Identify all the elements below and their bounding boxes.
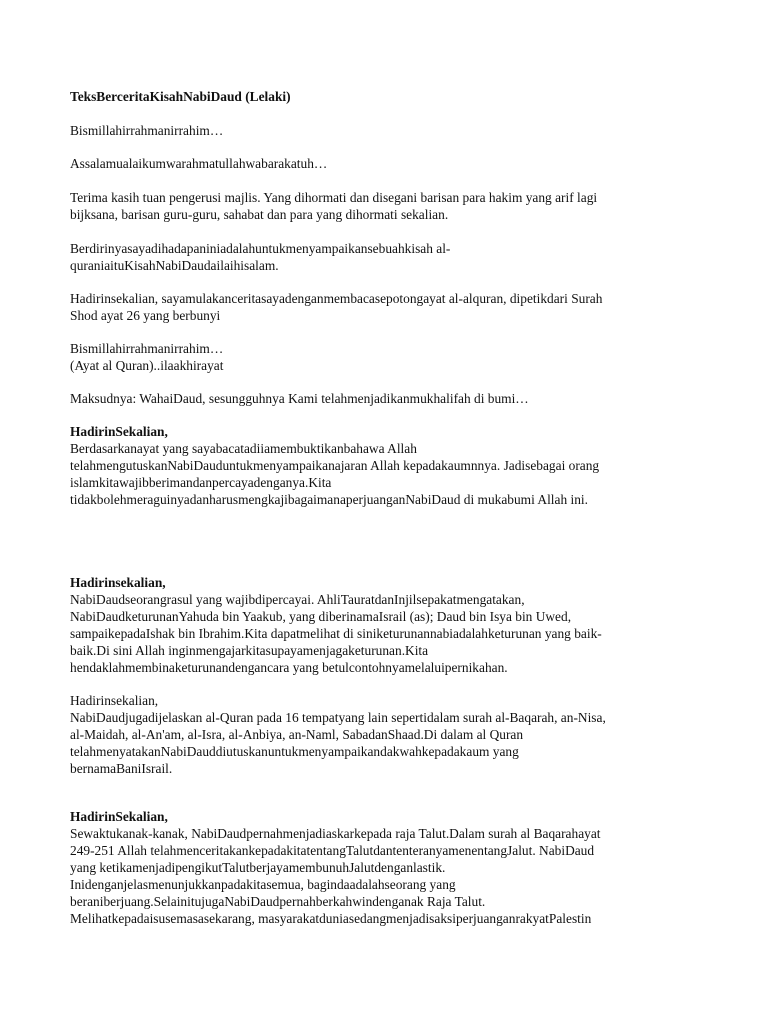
document-title-block (70, 88, 695, 105)
section-line: beraniberjuang.SelainitujugaNabiDaudpernahberkahwindenganak Raja Talut. (70, 894, 486, 909)
section-heading: Hadirinsekalian, (70, 693, 159, 708)
greeting-line: Terima kasih tuan pengerusi majlis. Yang dihormati dan disegani barisan para hakim yang arif lagi (70, 190, 598, 205)
section-line: NabiDaudjugadijelaskan al-Quran pada 16 tempatyang lain sepertidalam surah al-Baqarah, an-Nisa, (70, 710, 606, 725)
section-line: Melihatkepadaisusemasasekarang, masyarakatduniasedangmenjadisaksiperjuanganrakyatPalestin (70, 911, 592, 926)
greeting-line: bijksana, barisan guru-guru, sahabat dan para yang dihormati sekalian. (70, 207, 449, 222)
bismillah-line: Bismillahirrahmanirrahim… (70, 123, 224, 138)
section-line: tidakbolehmeraguinyadanharusmengkajibagaimanaperjuanganNabiDaud di mukabumi Allah ini. (70, 492, 588, 507)
section-line: telahmengutuskanNabiDauduntukmenyampaikanajaran Allah kepadakaumnnya. Jadisebagai orang (70, 458, 600, 473)
quote-line: (Ayat al Quran)..ilaakhirayat (70, 358, 224, 373)
section-line: baik.Di sini Allah inginmengajarkitasupayamenjagaketurunan.Kita (70, 643, 429, 658)
salam-paragraph (70, 155, 695, 172)
opening-line: Hadirinsekalian, sayamulakanceritasayadenganmembacasepotongayat al-alquran, dipetikdari Surah (70, 291, 603, 306)
section-line: al-Maidah, al-An'am, al-Isra, al-Anbiya, an-Naml, SabadanShaad.Di dalam al Quran (70, 727, 524, 742)
intro-line: Berdirinyasayadihadapaniniadalahuntukmenyampaikansebuahkisah al- (70, 241, 451, 256)
quote-paragraph (70, 340, 695, 374)
section-heading: HadirinSekalian, (70, 809, 168, 824)
section-line: NabiDaudketurunanYahuda bin Yaakub, yang diberinamaIsrail (as); Daud bin Isya bin Uwed, (70, 609, 572, 624)
section-line: yang ketikamenjadipengikutTalutberjayamembunuhJalutdenganlastik. (70, 860, 446, 875)
section-line: islamkitawajibberimandanpercayadenganya.Kita (70, 475, 332, 490)
section-line: Berdasarkanayat yang sayabacatadiiamembuktikanbahawa Allah (70, 441, 417, 456)
opening-paragraph (70, 290, 695, 324)
section-1 (70, 423, 695, 508)
intro-paragraph (70, 240, 695, 274)
opening-line: Shod ayat 26 yang berbunyi (70, 308, 221, 323)
section-line: sampaikepadaIshak bin Ibrahim.Kita dapatmelihat di siniketurunannabiadalahketurunan yang baik- (70, 626, 602, 641)
section-4 (70, 808, 695, 927)
meaning-paragraph (70, 390, 695, 407)
section-line: telahmenyatakanNabiDauddiutuskanuntukmenyampaikandakwahkepadakaum yang (70, 744, 519, 759)
section-line: bernamaBaniIsrail. (70, 761, 173, 776)
quote-line: Bismillahirrahmanirrahim… (70, 341, 224, 356)
section-heading: Hadirinsekalian, (70, 575, 166, 590)
document-title: TeksBerceritaKisahNabiDaud (Lelaki) (70, 89, 291, 104)
salam-line: Assalamualaikumwarahmatullahwabarakatuh… (70, 156, 328, 171)
intro-line: quraniaituKisahNabiDaudailaihisalam. (70, 258, 279, 273)
section-line: hendaklahmembinaketurunandengancara yang betulcontohnyamelaluipernikahan. (70, 660, 508, 675)
bismillah-paragraph (70, 122, 695, 139)
section-2 (70, 574, 695, 676)
section-line: NabiDaudseorangrasul yang wajibdipercayai. AhliTauratdanInjilsepakatmengatakan, (70, 592, 525, 607)
meaning-line: Maksudnya: WahaiDaud, sesungguhnya Kami telahmenjadikanmukhalifah di bumi… (70, 391, 529, 406)
section-line: 249-251 Allah telahmenceritakankepadakitatentangTalutdantenteranyamenentangJalut. NabiDaud (70, 843, 595, 858)
section-line: Sewaktukanak-kanak, NabiDaudpernahmenjadiaskarkepada raja Talut.Dalam surah al Baqarahayat (70, 826, 601, 841)
section-heading: HadirinSekalian, (70, 424, 168, 439)
section-3 (70, 692, 695, 777)
section-line: Inidenganjelasmenunjukkanpadakitasemua, bagindaadalahseorang yang (70, 877, 456, 892)
greeting-paragraph (70, 189, 695, 223)
